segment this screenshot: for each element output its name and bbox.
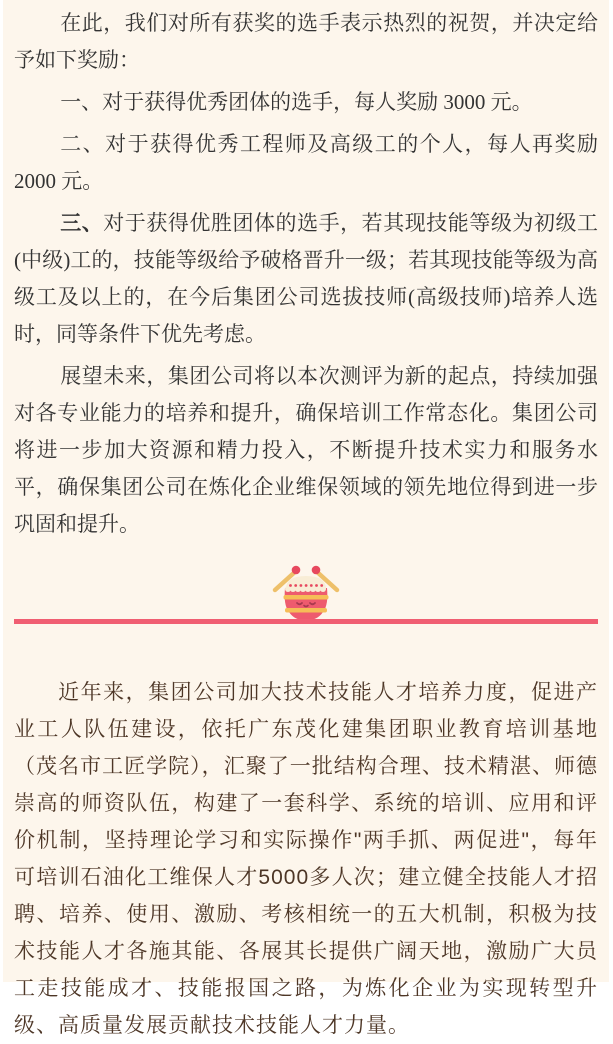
paragraph-text: 一、对于获得优秀团体的选手，每人奖励 3000 元。 [60, 90, 533, 114]
summary-paragraph [14, 674, 598, 1044]
summary-section [14, 674, 598, 1044]
paragraph-bold-prefix: 三、 [60, 211, 104, 235]
paragraph-text: 二、对于获得优秀工程师及高级工的个人，每人再奖励 2000 元。 [14, 132, 598, 193]
award-section [14, 5, 598, 543]
section-divider [14, 559, 598, 624]
article-page [3, 0, 609, 1037]
paragraph-text: 近年来，集团公司加大技术技能人才培养力度，促进产业工人队伍建设，依托广东茂化建集团职业教育培训基地（茂名市工匠学院），汇聚了一批结构合理、技术精湛、师德崇高的师资队伍，构建了一套科学、系统的培训、应用和评价机制，坚持理论学习和实际操作"两手抓、两促进"，每年可培训石油化工维保人才5000多人次；建立健全技能人才招聘、培养、使用、激励、考核相统一的五大机制，积极为技术技能人才各施其能、各展其长提供广阔天地，激励广大员工走技能成才、技能报国之路，为炼化企业为实现转型升级、高质量发展贡献技术技能人才力量。 [14, 681, 598, 1037]
award-paragraph-item-3 [14, 205, 598, 353]
paragraph-text: 在此，我们对所有获奖的选手表示热烈的祝贺，并决定给予如下奖励： [14, 11, 598, 72]
award-paragraph-outlook [14, 358, 598, 543]
award-paragraph-intro [14, 5, 598, 79]
paragraph-text: 展望未来，集团公司将以本次测评为新的起点，持续加强对各专业能力的培养和提升，确保培训工作常态化。集团公司将进一步加大资源和精力投入，不断提升技术实力和服务水平，确保集团公司在炼化企业维保领域的领先地位得到进一步巩固和提升。 [14, 364, 598, 536]
drum-icon [267, 561, 345, 623]
divider-line [14, 619, 598, 624]
award-paragraph-item-2 [14, 126, 598, 200]
paragraph-text: 对于获得优胜团体的选手，若其现技能等级为初级工(中级)工的，技能等级给予破格晋升一级；若其现技能等级为高级工及以上的，在今后集团公司选拔技师(高级技师)培养人选时，同等条件下优先考虑。 [14, 211, 599, 346]
award-paragraph-item-1 [14, 84, 598, 121]
